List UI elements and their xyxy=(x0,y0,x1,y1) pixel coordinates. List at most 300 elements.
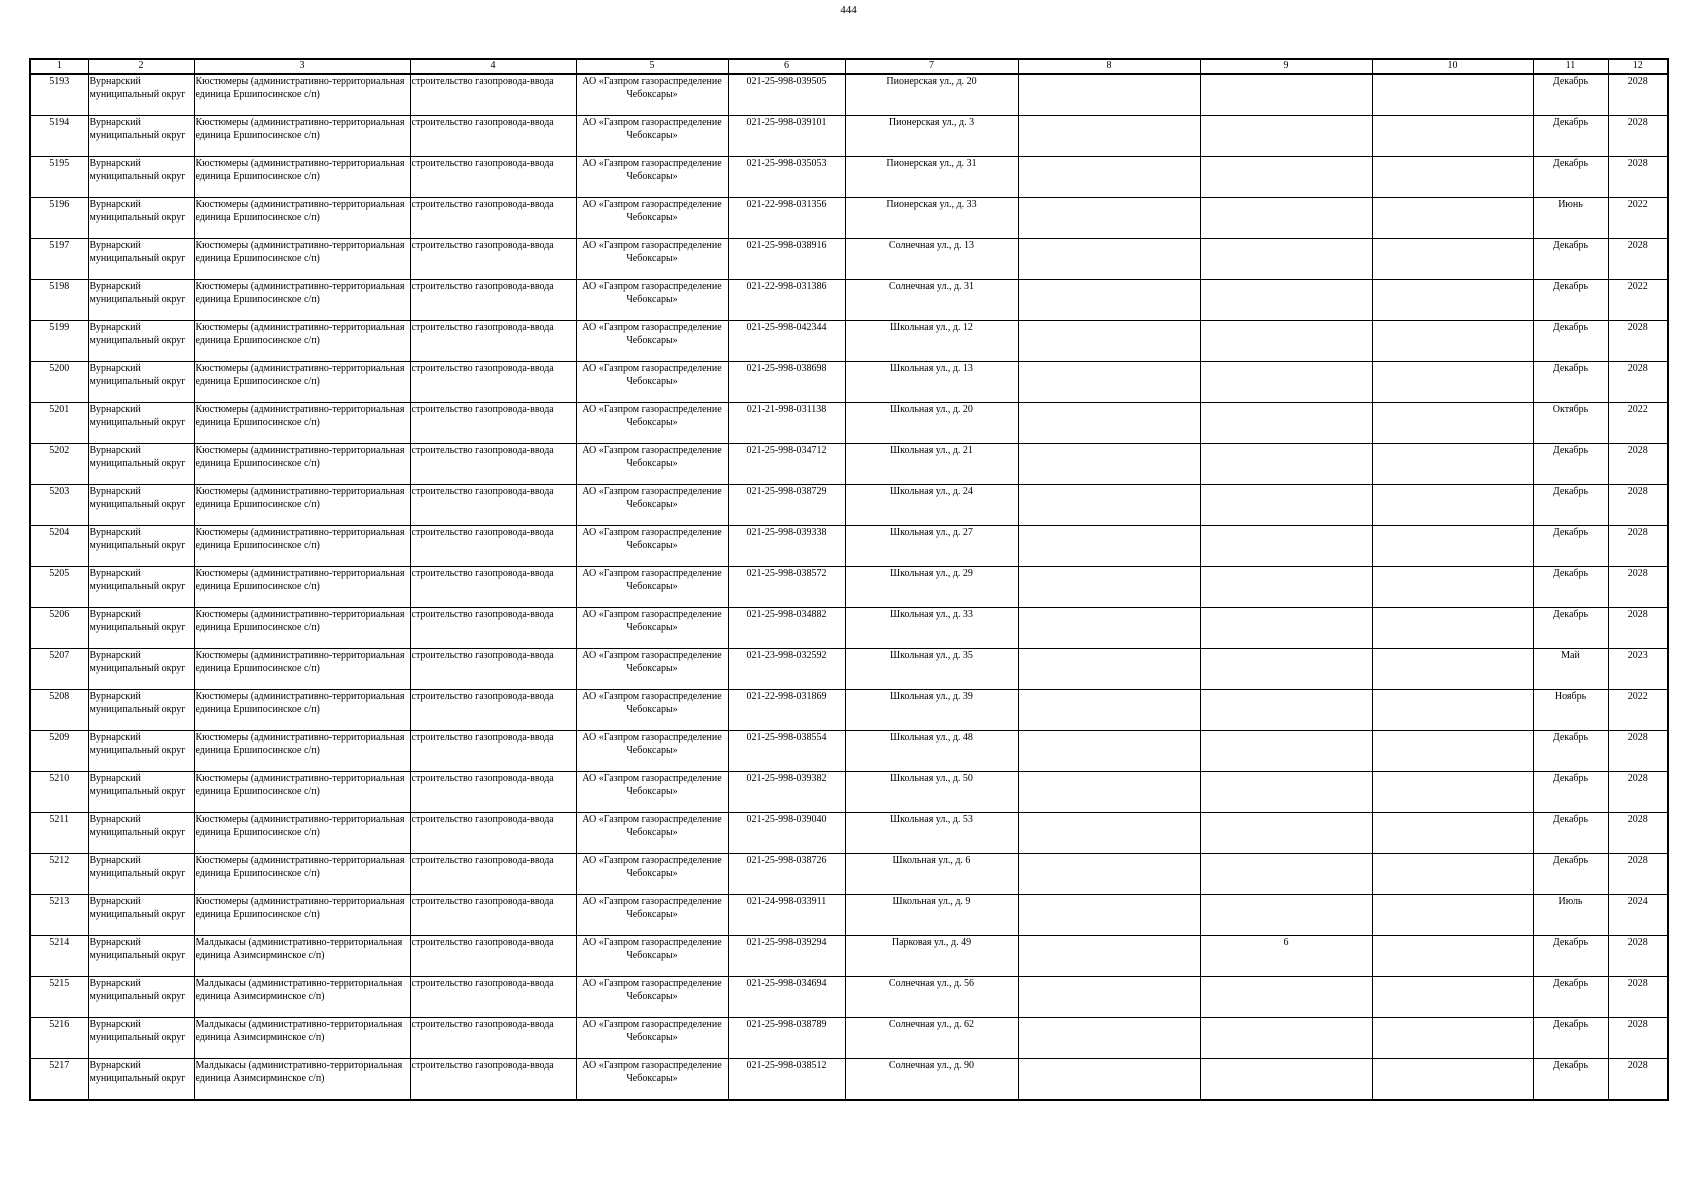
cell-col-10 xyxy=(1372,526,1533,567)
cell-text xyxy=(1374,280,1532,320)
cell-text: 2028 xyxy=(1627,1019,1648,1030)
cell-municipality xyxy=(88,854,194,895)
cell-month xyxy=(1533,731,1608,772)
cell-text: 021-25-998-038916 xyxy=(746,240,827,251)
cell-col-8 xyxy=(1018,157,1200,198)
cell-work-type xyxy=(410,772,576,813)
cell-text xyxy=(1374,526,1532,566)
cell-text: Вурнарский муниципальный округ xyxy=(89,76,186,100)
table-row xyxy=(30,895,1668,936)
cell-text xyxy=(1202,1059,1371,1099)
cell-organization xyxy=(576,608,728,649)
cell-settlement xyxy=(194,362,410,403)
cell-year xyxy=(1608,403,1668,444)
cell-text xyxy=(1202,239,1371,279)
cell-work-type xyxy=(410,936,576,977)
cell-object-code xyxy=(728,280,845,321)
cell-text: строительство газопровода-ввода xyxy=(411,1060,554,1071)
cell-work-type xyxy=(410,403,576,444)
cell-text: Вурнарский муниципальный округ xyxy=(89,486,186,510)
cell-row-number xyxy=(30,280,88,321)
cell-text: 2022 xyxy=(1627,404,1648,415)
cell-col-10 xyxy=(1372,444,1533,485)
cell-address xyxy=(845,116,1018,157)
cell-text: Декабрь xyxy=(1552,609,1589,620)
cell-month xyxy=(1533,1059,1608,1101)
column-header-10: 10 xyxy=(1372,59,1533,74)
cell-text: Кюстюмеры (административно-территориальная единица Ершипосинское с/п) xyxy=(195,773,405,797)
cell-text: 021-25-998-039382 xyxy=(746,773,827,784)
cell-text xyxy=(1020,321,1199,361)
cell-text xyxy=(1202,116,1371,156)
cell-work-type xyxy=(410,526,576,567)
cell-text: Декабрь xyxy=(1552,773,1589,784)
cell-col-9 xyxy=(1200,403,1372,444)
cell-work-type xyxy=(410,608,576,649)
cell-text: 5201 xyxy=(49,404,70,415)
cell-text: Вурнарский муниципальный округ xyxy=(89,978,186,1002)
cell-text xyxy=(1202,772,1371,812)
cell-col-10 xyxy=(1372,895,1533,936)
cell-text: 5215 xyxy=(49,978,70,989)
table-row xyxy=(30,813,1668,854)
cell-text xyxy=(1202,690,1371,730)
cell-text: 021-25-998-038554 xyxy=(746,732,827,743)
cell-text: Вурнарский муниципальный округ xyxy=(89,773,186,797)
cell-row-number xyxy=(30,198,88,239)
table-row xyxy=(30,280,1668,321)
cell-text xyxy=(1202,608,1371,648)
cell-organization xyxy=(576,977,728,1018)
cell-text xyxy=(1374,731,1532,771)
cell-text xyxy=(1020,813,1199,853)
cell-municipality xyxy=(88,403,194,444)
cell-municipality xyxy=(88,690,194,731)
table-row xyxy=(30,649,1668,690)
cell-text xyxy=(1020,854,1199,894)
cell-year xyxy=(1608,936,1668,977)
cell-col-8 xyxy=(1018,567,1200,608)
cell-text: 021-25-998-039294 xyxy=(746,937,827,948)
cell-text: 2024 xyxy=(1627,896,1648,907)
cell-month xyxy=(1533,74,1608,116)
cell-text xyxy=(1020,444,1199,484)
cell-text: строительство газопровода-ввода xyxy=(411,158,554,169)
cell-col-10 xyxy=(1372,239,1533,280)
cell-address xyxy=(845,690,1018,731)
cell-col-10 xyxy=(1372,74,1533,116)
cell-work-type xyxy=(410,977,576,1018)
cell-object-code xyxy=(728,854,845,895)
cell-text: АО «Газпром газораспределение Чебоксары» xyxy=(582,568,722,592)
column-header-11: 11 xyxy=(1533,59,1608,74)
cell-text: 2023 xyxy=(1627,650,1648,661)
cell-text: Декабрь xyxy=(1552,363,1589,374)
cell-text: АО «Газпром газораспределение Чебоксары» xyxy=(582,937,722,961)
cell-settlement xyxy=(194,690,410,731)
cell-text: АО «Газпром газораспределение Чебоксары» xyxy=(582,76,722,100)
cell-text xyxy=(1202,157,1371,197)
column-header-6: 6 xyxy=(728,59,845,74)
cell-text: АО «Газпром газораспределение Чебоксары» xyxy=(582,363,722,387)
cell-text: Вурнарский муниципальный округ xyxy=(89,117,186,141)
cell-organization xyxy=(576,321,728,362)
cell-object-code xyxy=(728,895,845,936)
cell-year xyxy=(1608,567,1668,608)
cell-text: 5203 xyxy=(49,486,70,497)
cell-text: АО «Газпром газораспределение Чебоксары» xyxy=(582,1060,722,1084)
cell-municipality xyxy=(88,362,194,403)
cell-text: Школьная ул., д. 48 xyxy=(890,732,973,743)
cell-settlement xyxy=(194,444,410,485)
cell-year xyxy=(1608,854,1668,895)
cell-year xyxy=(1608,649,1668,690)
cell-col-9 xyxy=(1200,74,1372,116)
cell-text: Кюстюмеры (административно-территориальная единица Ершипосинское с/п) xyxy=(195,322,405,346)
cell-text: Школьная ул., д. 33 xyxy=(890,609,973,620)
cell-text xyxy=(1202,403,1371,443)
cell-year xyxy=(1608,813,1668,854)
cell-text xyxy=(1020,75,1199,115)
cell-year xyxy=(1608,485,1668,526)
cell-row-number xyxy=(30,813,88,854)
cell-text: 5208 xyxy=(49,691,70,702)
cell-text: Кюстюмеры (административно-территориальная единица Ершипосинское с/п) xyxy=(195,117,405,141)
page-number: 444 xyxy=(840,4,857,16)
cell-col-8 xyxy=(1018,198,1200,239)
cell-text: Школьная ул., д. 39 xyxy=(890,691,973,702)
cell-col-9 xyxy=(1200,444,1372,485)
cell-text: Кюстюмеры (административно-территориальная единица Ершипосинское с/п) xyxy=(195,650,405,674)
cell-organization xyxy=(576,239,728,280)
cell-text: АО «Газпром газораспределение Чебоксары» xyxy=(582,691,722,715)
cell-col-10 xyxy=(1372,567,1533,608)
cell-month xyxy=(1533,567,1608,608)
cell-address xyxy=(845,772,1018,813)
cell-text: Кюстюмеры (административно-территориальная единица Ершипосинское с/п) xyxy=(195,609,405,633)
cell-month xyxy=(1533,854,1608,895)
cell-address xyxy=(845,485,1018,526)
cell-text: Июль xyxy=(1558,896,1583,907)
cell-text: 021-25-998-034882 xyxy=(746,609,827,620)
cell-work-type xyxy=(410,895,576,936)
cell-text: 5200 xyxy=(49,363,70,374)
cell-year xyxy=(1608,977,1668,1018)
cell-col-9 xyxy=(1200,567,1372,608)
cell-object-code xyxy=(728,977,845,1018)
cell-month xyxy=(1533,403,1608,444)
cell-col-8 xyxy=(1018,74,1200,116)
cell-text: Вурнарский муниципальный округ xyxy=(89,937,186,961)
cell-text: 5193 xyxy=(49,76,70,87)
cell-municipality xyxy=(88,1018,194,1059)
cell-row-number xyxy=(30,977,88,1018)
cell-text: АО «Газпром газораспределение Чебоксары» xyxy=(582,855,722,879)
cell-organization xyxy=(576,485,728,526)
cell-municipality xyxy=(88,444,194,485)
cell-settlement xyxy=(194,157,410,198)
cell-text: Декабрь xyxy=(1552,1060,1589,1071)
cell-text: 021-25-998-039505 xyxy=(746,76,827,87)
cell-text: Декабрь xyxy=(1552,76,1589,87)
cell-text: Пионерская ул., д. 3 xyxy=(888,117,975,128)
cell-text: Вурнарский муниципальный округ xyxy=(89,814,186,838)
cell-col-8 xyxy=(1018,690,1200,731)
cell-text: Вурнарский муниципальный округ xyxy=(89,445,186,469)
cell-settlement xyxy=(194,936,410,977)
cell-text: 2028 xyxy=(1627,568,1648,579)
cell-text: Кюстюмеры (административно-территориальная единица Ершипосинское с/п) xyxy=(195,896,405,920)
cell-text: 021-25-998-038698 xyxy=(746,363,827,374)
table-row xyxy=(30,936,1668,977)
cell-text: 021-25-998-038572 xyxy=(746,568,827,579)
cell-text: 2028 xyxy=(1627,978,1648,989)
cell-text: Пионерская ул., д. 31 xyxy=(886,158,977,169)
cell-work-type xyxy=(410,813,576,854)
cell-col-9 xyxy=(1200,895,1372,936)
cell-text: Парковая ул., д. 49 xyxy=(891,937,972,948)
cell-text: Школьная ул., д. 27 xyxy=(890,527,973,538)
cell-address xyxy=(845,977,1018,1018)
cell-year xyxy=(1608,895,1668,936)
cell-text: Кюстюмеры (административно-территориальная единица Ершипосинское с/п) xyxy=(195,158,405,182)
cell-text xyxy=(1020,362,1199,402)
cell-text: строительство газопровода-ввода xyxy=(411,691,554,702)
cell-text: 021-22-998-031869 xyxy=(746,691,827,702)
cell-col-10 xyxy=(1372,608,1533,649)
cell-text: 5213 xyxy=(49,896,70,907)
cell-col-8 xyxy=(1018,772,1200,813)
cell-month xyxy=(1533,895,1608,936)
cell-text: Вурнарский муниципальный округ xyxy=(89,363,186,387)
cell-year xyxy=(1608,731,1668,772)
cell-text: 5196 xyxy=(49,199,70,210)
cell-text xyxy=(1202,75,1371,115)
cell-settlement xyxy=(194,280,410,321)
table-row xyxy=(30,157,1668,198)
cell-address xyxy=(845,280,1018,321)
table-row xyxy=(30,198,1668,239)
cell-row-number xyxy=(30,485,88,526)
cell-year xyxy=(1608,444,1668,485)
cell-object-code xyxy=(728,567,845,608)
cell-year xyxy=(1608,772,1668,813)
cell-col-10 xyxy=(1372,321,1533,362)
cell-col-8 xyxy=(1018,977,1200,1018)
cell-col-10 xyxy=(1372,854,1533,895)
cell-municipality xyxy=(88,813,194,854)
cell-text xyxy=(1020,731,1199,771)
cell-col-8 xyxy=(1018,239,1200,280)
cell-year xyxy=(1608,74,1668,116)
cell-settlement xyxy=(194,1018,410,1059)
cell-row-number xyxy=(30,74,88,116)
table-row xyxy=(30,772,1668,813)
cell-month xyxy=(1533,116,1608,157)
cell-col-9 xyxy=(1200,649,1372,690)
cell-year xyxy=(1608,116,1668,157)
column-header-4: 4 xyxy=(410,59,576,74)
cell-organization xyxy=(576,1059,728,1101)
cell-text: 2028 xyxy=(1627,76,1648,87)
cell-text: Вурнарский муниципальный округ xyxy=(89,158,186,182)
table-row xyxy=(30,362,1668,403)
cell-col-9 xyxy=(1200,977,1372,1018)
cell-settlement xyxy=(194,74,410,116)
cell-work-type xyxy=(410,567,576,608)
cell-text xyxy=(1020,403,1199,443)
cell-text: АО «Газпром газораспределение Чебоксары» xyxy=(582,773,722,797)
cell-text: 5212 xyxy=(49,855,70,866)
cell-row-number xyxy=(30,157,88,198)
cell-text: АО «Газпром газораспределение Чебоксары» xyxy=(582,732,722,756)
cell-text: строительство газопровода-ввода xyxy=(411,773,554,784)
cell-text: 5210 xyxy=(49,773,70,784)
cell-object-code xyxy=(728,74,845,116)
cell-text: строительство газопровода-ввода xyxy=(411,568,554,579)
cell-row-number xyxy=(30,895,88,936)
cell-text: Декабрь xyxy=(1552,568,1589,579)
table-row xyxy=(30,239,1668,280)
cell-work-type xyxy=(410,854,576,895)
cell-col-8 xyxy=(1018,608,1200,649)
cell-settlement xyxy=(194,649,410,690)
cell-address xyxy=(845,1018,1018,1059)
cell-organization xyxy=(576,198,728,239)
cell-col-9 xyxy=(1200,157,1372,198)
cell-settlement xyxy=(194,526,410,567)
cell-text: Декабрь xyxy=(1552,978,1589,989)
cell-organization xyxy=(576,854,728,895)
cell-address xyxy=(845,321,1018,362)
cell-text xyxy=(1374,690,1532,730)
cell-col-9 xyxy=(1200,1059,1372,1101)
cell-col-8 xyxy=(1018,116,1200,157)
cell-text: строительство газопровода-ввода xyxy=(411,404,554,415)
cell-text xyxy=(1020,198,1199,238)
cell-address xyxy=(845,403,1018,444)
cell-work-type xyxy=(410,1018,576,1059)
cell-municipality xyxy=(88,608,194,649)
cell-address xyxy=(845,74,1018,116)
cell-year xyxy=(1608,1059,1668,1101)
cell-text: строительство газопровода-ввода xyxy=(411,937,554,948)
cell-row-number xyxy=(30,854,88,895)
cell-text: Школьная ул., д. 50 xyxy=(890,773,973,784)
cell-col-8 xyxy=(1018,895,1200,936)
cell-settlement xyxy=(194,977,410,1018)
cell-text: строительство газопровода-ввода xyxy=(411,281,554,292)
cell-month xyxy=(1533,485,1608,526)
cell-text: Декабрь xyxy=(1552,322,1589,333)
table-row xyxy=(30,731,1668,772)
cell-col-8 xyxy=(1018,1018,1200,1059)
cell-text: 021-21-998-031138 xyxy=(746,404,827,415)
cell-work-type xyxy=(410,239,576,280)
cell-text: 021-25-998-034712 xyxy=(746,445,827,456)
cell-text: 2028 xyxy=(1627,486,1648,497)
cell-text: 2028 xyxy=(1627,117,1648,128)
cell-text: 021-25-998-034694 xyxy=(746,978,827,989)
cell-text: строительство газопровода-ввода xyxy=(411,814,554,825)
cell-text xyxy=(1020,485,1199,525)
cell-work-type xyxy=(410,198,576,239)
cell-text: Школьная ул., д. 6 xyxy=(892,855,971,866)
cell-object-code xyxy=(728,1018,845,1059)
cell-text xyxy=(1374,75,1532,115)
cell-text xyxy=(1020,690,1199,730)
cell-organization xyxy=(576,157,728,198)
column-header-2: 2 xyxy=(88,59,194,74)
cell-month xyxy=(1533,362,1608,403)
cell-address xyxy=(845,936,1018,977)
cell-settlement xyxy=(194,198,410,239)
cell-municipality xyxy=(88,1059,194,1101)
cell-text: 2028 xyxy=(1627,609,1648,620)
cell-text: 5197 xyxy=(49,240,70,251)
cell-settlement xyxy=(194,567,410,608)
cell-col-8 xyxy=(1018,321,1200,362)
cell-text: АО «Газпром газораспределение Чебоксары» xyxy=(582,199,722,223)
cell-text: 5211 xyxy=(49,814,70,825)
cell-year xyxy=(1608,198,1668,239)
cell-text: Декабрь xyxy=(1552,281,1589,292)
cell-text: 5216 xyxy=(49,1019,70,1030)
cell-text xyxy=(1020,116,1199,156)
cell-year xyxy=(1608,157,1668,198)
cell-col-9 xyxy=(1200,690,1372,731)
cell-month xyxy=(1533,690,1608,731)
cell-month xyxy=(1533,239,1608,280)
cell-settlement xyxy=(194,1059,410,1101)
cell-work-type xyxy=(410,116,576,157)
cell-organization xyxy=(576,567,728,608)
cell-text: Школьная ул., д. 21 xyxy=(890,445,973,456)
cell-text xyxy=(1020,1018,1199,1058)
cell-text: Октябрь xyxy=(1552,404,1589,415)
cell-text xyxy=(1202,485,1371,525)
cell-text xyxy=(1374,895,1532,935)
cell-text: 6 xyxy=(1283,937,1289,948)
cell-object-code xyxy=(728,772,845,813)
cell-text xyxy=(1374,116,1532,156)
cell-month xyxy=(1533,280,1608,321)
cell-text: Солнечная ул., д. 62 xyxy=(888,1019,975,1030)
cell-object-code xyxy=(728,239,845,280)
cell-month xyxy=(1533,608,1608,649)
cell-text: 5207 xyxy=(49,650,70,661)
cell-object-code xyxy=(728,485,845,526)
cell-col-10 xyxy=(1372,977,1533,1018)
cell-organization xyxy=(576,280,728,321)
cell-col-10 xyxy=(1372,116,1533,157)
cell-text: Вурнарский муниципальный округ xyxy=(89,650,186,674)
cell-year xyxy=(1608,690,1668,731)
cell-year xyxy=(1608,608,1668,649)
cell-row-number xyxy=(30,649,88,690)
cell-year xyxy=(1608,280,1668,321)
cell-col-9 xyxy=(1200,936,1372,977)
cell-text: Декабрь xyxy=(1552,937,1589,948)
cell-text: Вурнарский муниципальный округ xyxy=(89,855,186,879)
cell-text: Вурнарский муниципальный округ xyxy=(89,322,186,346)
cell-organization xyxy=(576,403,728,444)
cell-text xyxy=(1020,157,1199,197)
cell-text: Школьная ул., д. 35 xyxy=(890,650,973,661)
cell-address xyxy=(845,854,1018,895)
cell-text: Малдыкасы (административно-территориальная единица Азимсирминское с/п) xyxy=(195,937,403,961)
cell-text: 021-25-998-038789 xyxy=(746,1019,827,1030)
